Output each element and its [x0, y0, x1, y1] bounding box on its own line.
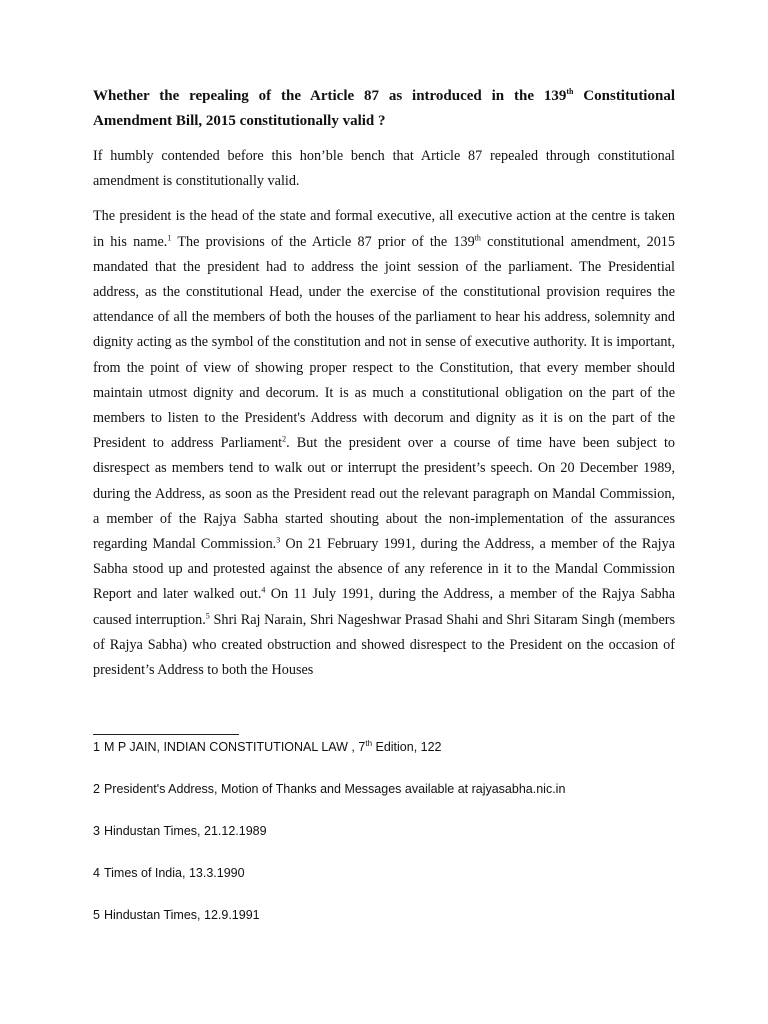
footnotes-section: [93, 738, 675, 948]
footnote-4: [93, 864, 675, 906]
argument-text: Shri Raj Narain, Shri Nageshwar Prasad Shahi and Shri Sitaram Singh (members of Rajya Sabha) who created obstruction and showed disrespect to the President on the occasion of president’s Address to both the Houses: [93, 611, 675, 679]
footnote-text: President's Address, Motion of Thanks and Messages available at rajyasabha.nic.in: [103, 782, 566, 796]
footnote-2: [93, 780, 675, 822]
heading-text-end: Constitutional Amendment Bill, 2015 constitutionally valid ?: [93, 88, 675, 129]
argument-paragraph: [93, 204, 675, 683]
heading-superscript: th: [566, 87, 574, 96]
argument-text: On 11 July 1991, during the Address, a member of the Rajya Sabha caused interruption.: [93, 586, 676, 628]
footnote-text: Times of India, 13.3.1990: [103, 866, 245, 880]
footnote-number: 2: [93, 782, 100, 796]
footnote-number: 5: [93, 908, 100, 922]
contention-paragraph: If humbly contended before this hon’ble bench that Article 87 repealed through constitutional amendment is constitutionally valid.: [93, 148, 675, 190]
ordinal-superscript: th: [474, 232, 481, 242]
footnote-number: 4: [93, 866, 100, 880]
footnote-ref-2: 2: [282, 434, 287, 444]
argument-text: constitutional amendment, 2015 mandated that the president had to address the joint session of the parliament. The Presidential address, as the constitutional Head, under the exercise of the constitutional provision requires the attendance of all the members of both the houses of the parliament to hear his address, solemnity and dignity acting as the symbol of the constitution and not in sense of executive authority. It is important, from the point of view of showing proper respect to the Constitution, that every member should maintain utmost dignity and decorum. It is as much a constitutional obligation on the part of the members to listen to the President's Address with decorum and dignity as it is on the part of the President to address Parliament: [93, 233, 675, 452]
argument-text: The provisions of the Article 87 prior of the 139: [171, 233, 475, 250]
argument-text: The president is the head of the state and formal executive, all executive action at the centre is taken in his name.: [93, 208, 675, 250]
heading-text: Whether the repealing of the Article 87 as introduced in the 139: [93, 88, 567, 104]
document-body: [93, 84, 675, 693]
footnote-3: [93, 822, 675, 864]
footnote-number: 1: [93, 740, 100, 754]
footnote-text: Hindustan Times, 21.12.1989: [103, 824, 267, 838]
footnote-text: Hindustan Times, 12.9.1991: [103, 908, 260, 922]
argument-text: On 21 February 1991, during the Address, a member of the Rajya Sabha stood up and protested against the absence of any reference in it to the Mandal Commission Report and later walked out.: [93, 536, 675, 603]
footnote-text-end: Edition, 122: [372, 740, 442, 754]
footnote-5: [93, 906, 675, 948]
footnote-text: M P JAIN, INDIAN CONSTITUTIONAL LAW , 7: [103, 740, 366, 754]
footnote-separator: [93, 734, 239, 735]
argument-text: . But the president over a course of time have been subject to disrespect as members tend to walk out or interrupt the president’s speech. On 20 December 1989, during the Address, as soon as the President read out the relevant paragraph on Mandal Commission, a member of the Rajya Sabha started shouting about the non-implementation of the assurances regarding Mandal Commission.: [93, 435, 675, 553]
footnote-ref-5: 5: [205, 610, 210, 620]
footnote-number: 3: [93, 824, 100, 838]
footnote-ref-1: 1: [167, 232, 172, 242]
footnote-ref-3: 3: [276, 535, 281, 545]
footnote-superscript: th: [365, 738, 373, 748]
footnote-1: [93, 738, 675, 780]
footnote-ref-4: 4: [261, 585, 266, 595]
question-heading: [93, 84, 675, 134]
